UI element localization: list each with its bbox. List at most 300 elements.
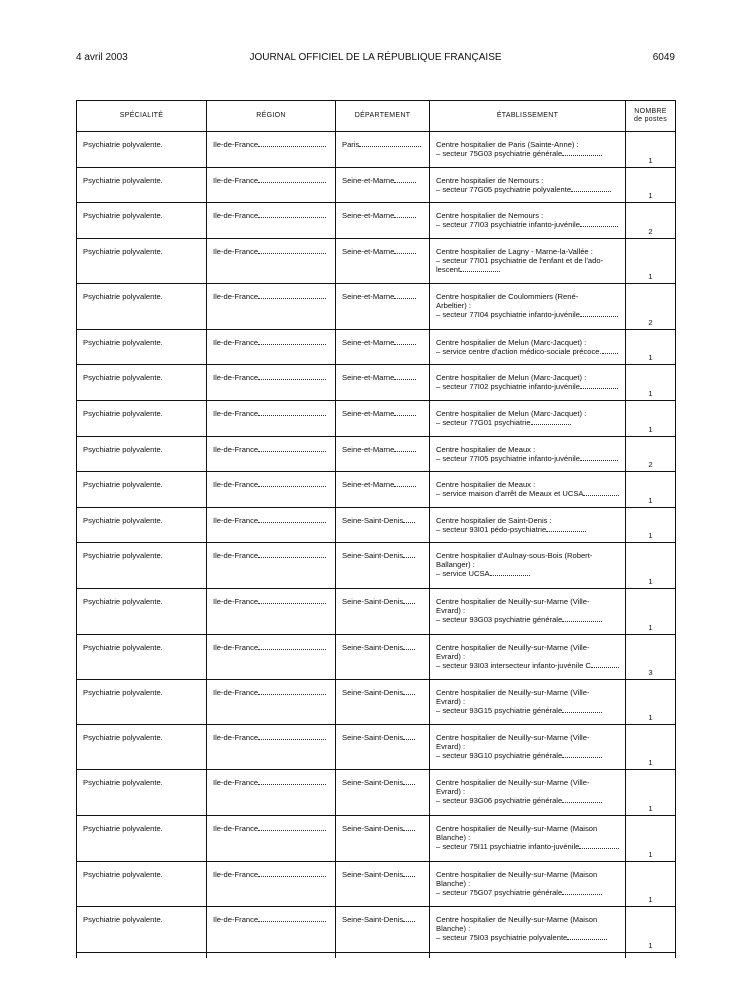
cell-etablissement <box>430 401 626 437</box>
leader-dots <box>403 824 415 831</box>
cell-departement <box>336 725 430 770</box>
table-row <box>77 816 676 862</box>
leader-dots <box>359 140 421 147</box>
leader-dots <box>258 915 326 922</box>
cell-nombre-postes <box>626 508 676 543</box>
region-text: Ile-de-France <box>213 551 259 560</box>
region-text: Ile-de-France <box>213 733 259 742</box>
cell-etablissement <box>430 330 626 365</box>
leader-dots <box>258 373 326 380</box>
cell-nombre-postes <box>626 239 676 284</box>
specialite-text: Psychiatrie polyvalente. <box>83 870 163 879</box>
cell-region <box>207 862 336 907</box>
etablissement-text: Centre hospitalier de Saint-Denis : <box>436 516 552 525</box>
leader-dots <box>602 347 619 354</box>
etablissement-line <box>436 176 619 185</box>
etablissement-text: Centre hospitalier de Meaux : <box>436 480 536 489</box>
cell-departement <box>336 239 430 284</box>
leader-dots <box>258 824 326 831</box>
departement-text: Seine-et-Marne <box>342 445 395 454</box>
header-page-number: 6049 <box>652 52 675 63</box>
cell-etablissement <box>430 543 626 589</box>
table-row <box>77 203 676 239</box>
leader-dots <box>394 292 416 299</box>
leader-dots <box>403 643 415 650</box>
leader-dots <box>562 751 602 758</box>
leader-dots <box>258 247 326 254</box>
postes-value: 1 <box>648 271 653 281</box>
specialite-text: Psychiatrie polyvalente. <box>83 551 163 560</box>
etablissement-line <box>436 615 619 624</box>
etablissement-text: – secteur 93I03 intersecteur infanto-juvénile C <box>436 661 591 671</box>
cell-departement <box>336 330 430 365</box>
etablissement-text: – secteur 77I04 psychiatrie infanto-juvénile <box>436 310 580 320</box>
departement-text: Seine-et-Marne <box>342 292 395 301</box>
leader-dots <box>258 338 326 345</box>
cell-specialite <box>77 365 207 401</box>
table-body <box>77 132 676 959</box>
cell-specialite <box>77 862 207 907</box>
etablissement-text: – secteur 77I01 psychiatrie de l'enfant et de l'ado- <box>436 256 604 266</box>
etablissement-line <box>436 787 619 796</box>
cell-etablissement <box>430 862 626 907</box>
departement-text: Seine-et-Marne <box>342 409 395 418</box>
cell-nombre-postes <box>626 907 676 953</box>
cell-etablissement <box>430 635 626 680</box>
cell-specialite <box>77 589 207 635</box>
departement-text: Seine-Saint-Denis <box>342 915 404 924</box>
etablissement-line <box>436 688 619 697</box>
cell-nombre-postes <box>626 816 676 862</box>
cell-specialite <box>77 437 207 472</box>
cell-specialite <box>77 907 207 953</box>
leader-dots <box>394 211 416 218</box>
etablissement-line <box>436 751 619 760</box>
leader-dots <box>258 643 326 650</box>
leader-dots <box>258 176 326 183</box>
cell-departement <box>336 437 430 472</box>
etablissement-line <box>436 560 619 569</box>
postes-value: 1 <box>648 388 653 398</box>
region-text: Ile-de-France <box>213 480 259 489</box>
positions-table <box>76 100 676 958</box>
cell-etablissement <box>430 770 626 816</box>
table-row <box>77 401 676 437</box>
table-row <box>77 770 676 816</box>
leader-dots <box>562 888 602 895</box>
etablissement-text: Centre hospitalier de Neuilly-sur-Marne (Maison <box>436 870 598 879</box>
leader-dots <box>258 211 326 218</box>
etablissement-line <box>436 480 619 489</box>
cell-region <box>207 725 336 770</box>
etablissement-line <box>436 301 619 310</box>
leader-dots <box>571 185 611 192</box>
etablissement-text: – secteur 75G03 psychiatrie générale <box>436 149 563 159</box>
cell-region <box>207 589 336 635</box>
leader-dots <box>258 597 326 604</box>
etablissement-line <box>436 418 619 427</box>
region-text: Ile-de-France <box>213 247 259 256</box>
leader-dots <box>562 615 602 622</box>
etablissement-text: – secteur 93G06 psychiatrie générale <box>436 796 563 806</box>
departement-text: Seine-Saint-Denis <box>342 778 404 787</box>
cell-region <box>207 132 336 168</box>
etablissement-line <box>436 409 619 418</box>
departement-text: Seine-Saint-Denis <box>342 824 404 833</box>
cell-departement <box>336 770 430 816</box>
etablissement-text: Evrard) : <box>436 606 466 616</box>
cell-region <box>207 239 336 284</box>
table-continuation-row <box>77 953 676 959</box>
cell-departement <box>336 472 430 508</box>
cell-etablissement <box>430 437 626 472</box>
etablissement-line <box>436 778 619 787</box>
cell-region <box>207 472 336 508</box>
etablissement-text: Evrard) : <box>436 742 466 752</box>
cell-departement <box>336 589 430 635</box>
cell-departement <box>336 168 430 203</box>
leader-dots <box>403 733 415 740</box>
region-text: Ile-de-France <box>213 915 259 924</box>
leader-dots <box>258 516 326 523</box>
cell-specialite <box>77 770 207 816</box>
table-row <box>77 239 676 284</box>
region-text: Ile-de-France <box>213 338 259 347</box>
cell-specialite <box>77 401 207 437</box>
cell-etablissement <box>430 508 626 543</box>
cell-specialite <box>77 472 207 508</box>
departement-text: Seine-Saint-Denis <box>342 688 404 697</box>
etablissement-text: Centre hospitalier de Meaux : <box>436 445 536 454</box>
departement-text: Paris <box>342 140 360 149</box>
region-text: Ile-de-France <box>213 688 259 697</box>
cell-specialite <box>77 635 207 680</box>
region-text: Ile-de-France <box>213 643 259 652</box>
specialite-text: Psychiatrie polyvalente. <box>83 733 163 742</box>
specialite-text: Psychiatrie polyvalente. <box>83 597 163 606</box>
cell-nombre-postes <box>626 330 676 365</box>
specialite-text: Psychiatrie polyvalente. <box>83 140 163 149</box>
etablissement-text: – service UCSA <box>436 569 490 579</box>
departement-text: Seine-et-Marne <box>342 176 395 185</box>
etablissement-line <box>436 796 619 805</box>
etablissement-line <box>436 824 619 833</box>
etablissement-line <box>436 733 619 742</box>
cell-etablissement <box>430 907 626 953</box>
cell-etablissement <box>430 203 626 239</box>
leader-dots <box>258 480 326 487</box>
leader-dots <box>562 149 602 156</box>
table-row <box>77 437 676 472</box>
region-text: Ile-de-France <box>213 292 259 301</box>
etablissement-text: – secteur 77I03 psychiatrie infanto-juvénile <box>436 220 580 230</box>
table-row <box>77 284 676 330</box>
etablissement-line <box>436 140 619 149</box>
etablissement-line <box>436 373 619 382</box>
etablissement-line <box>436 211 619 220</box>
etablissement-text: Evrard) : <box>436 697 466 707</box>
etablissement-text: Centre hospitalier de Melun (Marc-Jacquet) : <box>436 338 587 347</box>
specialite-text: Psychiatrie polyvalente. <box>83 516 163 525</box>
leader-dots <box>403 915 415 922</box>
postes-value: 1 <box>648 424 653 434</box>
etablissement-text: – secteur 77G01 psychiatrie <box>436 418 531 428</box>
leader-dots <box>258 733 326 740</box>
etablissement-line <box>436 265 619 274</box>
etablissement-text: Centre hospitalier de Lagny - Marne-la-Vallée : <box>436 247 593 256</box>
leader-dots <box>580 220 619 227</box>
etablissement-text: Ballanger) : <box>436 560 475 570</box>
leader-dots <box>531 418 571 425</box>
cell-region <box>207 401 336 437</box>
leader-dots <box>562 706 602 713</box>
cell-departement <box>336 862 430 907</box>
cell-departement <box>336 543 430 589</box>
cell-nombre-postes <box>626 168 676 203</box>
etablissement-line <box>436 833 619 842</box>
cell-etablissement <box>430 680 626 725</box>
etablissement-text: Centre hospitalier de Paris (Sainte-Anne) : <box>436 140 579 149</box>
cell-nombre-postes <box>626 770 676 816</box>
leader-dots <box>394 445 416 452</box>
etablissement-line <box>436 310 619 319</box>
etablissement-line <box>436 643 619 652</box>
etablissement-line <box>436 842 619 851</box>
specialite-text: Psychiatrie polyvalente. <box>83 176 163 185</box>
region-text: Ile-de-France <box>213 373 259 382</box>
region-text: Ile-de-France <box>213 445 259 454</box>
leader-dots <box>403 778 415 785</box>
etablissement-text: Arbeltier) : <box>436 301 472 311</box>
specialite-text: Psychiatrie polyvalente. <box>83 480 163 489</box>
etablissement-text: Centre hospitalier de Neuilly-sur-Marne (Ville- <box>436 688 590 697</box>
etablissement-line <box>436 454 619 463</box>
departement-text: Seine-et-Marne <box>342 373 395 382</box>
leader-dots <box>567 933 607 940</box>
etablissement-line <box>436 292 619 301</box>
etablissement-line <box>436 597 619 606</box>
cell-specialite <box>77 132 207 168</box>
etablissement-line <box>436 185 619 194</box>
etablissement-line <box>436 382 619 391</box>
postes-value: 3 <box>648 667 653 677</box>
cell-nombre-postes <box>626 725 676 770</box>
etablissement-line <box>436 551 619 560</box>
specialite-text: Psychiatrie polyvalente. <box>83 688 163 697</box>
table-row <box>77 472 676 508</box>
etablissement-text: – secteur 93G10 psychiatrie générale <box>436 751 563 761</box>
departement-text: Seine-Saint-Denis <box>342 733 404 742</box>
cell-region <box>207 907 336 953</box>
postes-value: 1 <box>648 190 653 200</box>
etablissement-line <box>436 445 619 454</box>
etablissement-text: – service maison d'arrêt de Meaux et UCSA <box>436 489 584 499</box>
region-text: Ile-de-France <box>213 597 259 606</box>
etablissement-text: Centre hospitalier de Neuilly-sur-Marne (Ville- <box>436 778 590 787</box>
leader-dots <box>546 525 586 532</box>
continuation-cell <box>207 953 336 959</box>
cell-departement <box>336 401 430 437</box>
cell-specialite <box>77 168 207 203</box>
departement-text: Seine-et-Marne <box>342 338 395 347</box>
cell-region <box>207 816 336 862</box>
cell-nombre-postes <box>626 635 676 680</box>
cell-specialite <box>77 239 207 284</box>
departement-text: Seine-et-Marne <box>342 211 395 220</box>
etablissement-text: Blanche) : <box>436 924 471 934</box>
etablissement-line <box>436 516 619 525</box>
region-text: Ile-de-France <box>213 176 259 185</box>
cell-nombre-postes <box>626 437 676 472</box>
postes-value: 1 <box>648 352 653 362</box>
table-row <box>77 508 676 543</box>
leader-dots <box>403 516 415 523</box>
cell-specialite <box>77 816 207 862</box>
cell-nombre-postes <box>626 203 676 239</box>
leader-dots <box>394 373 416 380</box>
leader-dots <box>403 688 415 695</box>
region-text: Ile-de-France <box>213 211 259 220</box>
cell-region <box>207 680 336 725</box>
header-journal-title: JOURNAL OFFICIEL DE LA RÉPUBLIQUE FRANÇAISE <box>249 52 502 63</box>
cell-nombre-postes <box>626 401 676 437</box>
specialite-text: Psychiatrie polyvalente. <box>83 824 163 833</box>
etablissement-line <box>436 256 619 265</box>
cell-specialite <box>77 725 207 770</box>
etablissement-line <box>436 525 619 534</box>
etablissement-line <box>436 338 619 347</box>
region-text: Ile-de-France <box>213 516 259 525</box>
etablissement-text: Centre hospitalier de Nemours : <box>436 211 544 220</box>
etablissement-text: Blanche) : <box>436 833 471 843</box>
cell-departement <box>336 907 430 953</box>
postes-value: 1 <box>648 495 653 505</box>
continuation-cell <box>336 953 430 959</box>
leader-dots <box>562 796 602 803</box>
column-header-nombre-postes: NOMBRE de postes <box>626 101 676 132</box>
column-header-departement: DÉPARTEMENT <box>336 101 430 132</box>
column-header-etablissement: ÉTABLISSEMENT <box>430 101 626 132</box>
postes-value: 1 <box>648 894 653 904</box>
departement-text: Seine-Saint-Denis <box>342 597 404 606</box>
specialite-text: Psychiatrie polyvalente. <box>83 409 163 418</box>
leader-dots <box>258 870 326 877</box>
etablissement-text: – secteur 93I01 pédo-psychiatrie <box>436 525 547 535</box>
etablissement-text: – secteur 75G07 psychiatrie générale <box>436 888 563 898</box>
etablissement-text: Centre hospitalier de Neuilly-sur-Marne (Ville- <box>436 597 590 606</box>
postes-value: 1 <box>648 155 653 165</box>
table-row <box>77 168 676 203</box>
cell-nombre-postes <box>626 132 676 168</box>
etablissement-text: Centre hospitalier de Melun (Marc-Jacquet) : <box>436 409 587 418</box>
cell-departement <box>336 365 430 401</box>
departement-text: Seine-Saint-Denis <box>342 643 404 652</box>
cell-specialite <box>77 203 207 239</box>
etablissement-text: lescent <box>436 265 461 275</box>
etablissement-line <box>436 661 619 670</box>
leader-dots <box>258 688 326 695</box>
cell-etablissement <box>430 132 626 168</box>
departement-text: Seine-et-Marne <box>342 480 395 489</box>
etablissement-line <box>436 706 619 715</box>
continuation-cell <box>626 953 676 959</box>
column-header-specialite: SPÉCIALITÉ <box>77 101 207 132</box>
cell-nombre-postes <box>626 472 676 508</box>
departement-text: Seine-et-Marne <box>342 247 395 256</box>
cell-region <box>207 284 336 330</box>
cell-nombre-postes <box>626 680 676 725</box>
departement-text: Seine-Saint-Denis <box>342 516 404 525</box>
specialite-text: Psychiatrie polyvalente. <box>83 211 163 220</box>
etablissement-text: – secteur 75I11 psychiatrie infanto-juvénile <box>436 842 580 852</box>
leader-dots <box>403 551 415 558</box>
cell-etablissement <box>430 284 626 330</box>
specialite-text: Psychiatrie polyvalente. <box>83 292 163 301</box>
region-text: Ile-de-France <box>213 409 259 418</box>
leader-dots <box>580 382 619 389</box>
cell-specialite <box>77 543 207 589</box>
table-row <box>77 365 676 401</box>
table-header-row <box>77 101 676 132</box>
leader-dots <box>579 842 619 849</box>
column-header-region: RÉGION <box>207 101 336 132</box>
etablissement-line <box>436 606 619 615</box>
specialite-text: Psychiatrie polyvalente. <box>83 915 163 924</box>
etablissement-text: Centre hospitalier de Neuilly-sur-Marne (Maison <box>436 915 598 924</box>
leader-dots <box>580 454 619 461</box>
etablissement-line <box>436 915 619 924</box>
cell-region <box>207 168 336 203</box>
etablissement-text: Centre hospitalier de Neuilly-sur-Marne (Ville- <box>436 643 590 652</box>
cell-region <box>207 508 336 543</box>
leader-dots <box>403 870 415 877</box>
leader-dots <box>580 310 619 317</box>
etablissement-line <box>436 742 619 751</box>
table-row <box>77 680 676 725</box>
etablissement-text: – secteur 77I02 psychiatrie infanto-juvénile <box>436 382 580 392</box>
leader-dots <box>258 140 326 147</box>
cell-specialite <box>77 680 207 725</box>
etablissement-text: – secteur 77G05 psychiatrie polyvalente <box>436 185 572 195</box>
cell-region <box>207 437 336 472</box>
cell-nombre-postes <box>626 284 676 330</box>
postes-value: 1 <box>648 576 653 586</box>
etablissement-line <box>436 652 619 661</box>
leader-dots <box>403 597 415 604</box>
postes-value: 1 <box>648 940 653 950</box>
cell-departement <box>336 508 430 543</box>
postes-value: 1 <box>648 712 653 722</box>
cell-etablissement <box>430 239 626 284</box>
cell-departement <box>336 816 430 862</box>
cell-region <box>207 543 336 589</box>
cell-departement <box>336 284 430 330</box>
cell-departement <box>336 132 430 168</box>
cell-etablissement <box>430 816 626 862</box>
table-row <box>77 907 676 953</box>
cell-etablissement <box>430 168 626 203</box>
etablissement-line <box>436 924 619 933</box>
etablissement-line <box>436 220 619 229</box>
leader-dots <box>591 661 619 668</box>
table-row <box>77 635 676 680</box>
etablissement-text: – secteur 93G03 psychiatrie générale <box>436 615 563 625</box>
postes-value: 1 <box>648 849 653 859</box>
etablissement-text: Blanche) : <box>436 879 471 889</box>
cell-specialite <box>77 508 207 543</box>
cell-departement <box>336 635 430 680</box>
table-row <box>77 725 676 770</box>
